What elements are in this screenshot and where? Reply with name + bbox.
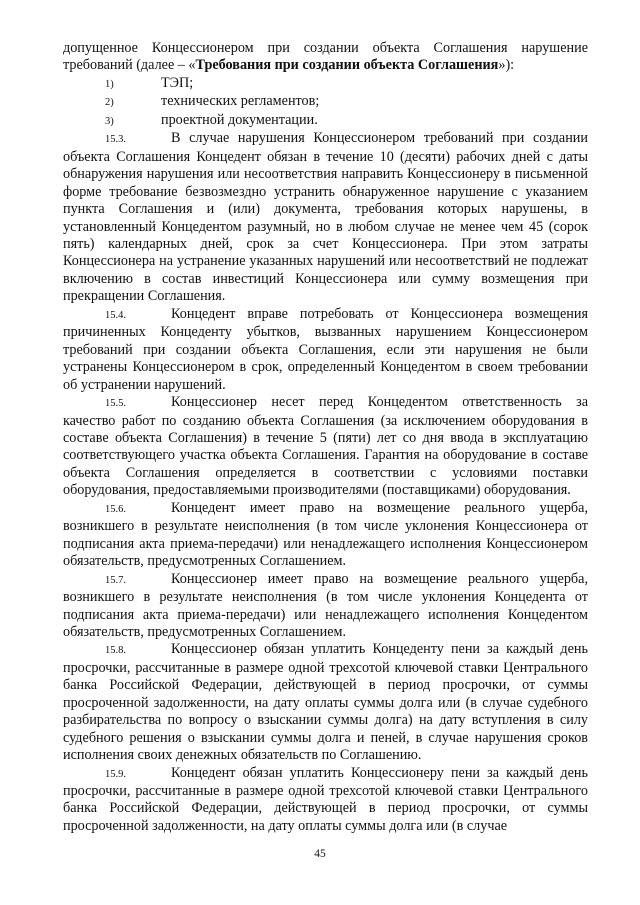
clause-text: Концессионер обязан уплатить Концеденту пени за каждый день просрочки, рассчитанные в размере одной трехсотой ключевой ставки Центрального банка Российской Федерации, действующей в период просрочки, от суммы просроченной задолженности, на дату оплаты суммы долга или (в случае судебного разбирательства по вопросу о взыскании суммы долга) на дату вступления в силу судебного решения о взыскании суммы долга и пеней, в случае нарушения сроков исполнения своих денежных обязательств по Соглашению. (63, 641, 588, 764)
clause-15-9 (63, 765, 588, 836)
clause-number: 15.5. (105, 398, 126, 410)
list-item (63, 75, 588, 93)
intro-text-start: допущенное Концессионером при создании объекта Соглашения нарушение требований (далее – « (63, 40, 588, 74)
clause-15-7 (63, 571, 588, 642)
clause-15-3 (63, 130, 588, 306)
clause-number: 15.9. (105, 768, 126, 780)
intro-paragraph (63, 40, 588, 75)
clause-number: 15.6. (105, 503, 126, 515)
list-item-text: проектной документации. (161, 111, 318, 128)
clause-15-5 (63, 394, 588, 500)
list-item-text: технических регламентов; (161, 93, 320, 110)
list-item (63, 112, 588, 130)
defined-term: Требования при создании объекта Соглашения (195, 57, 499, 74)
page-number: 45 (314, 848, 326, 860)
list-item-number: 2) (105, 97, 114, 109)
clause-15-8 (63, 641, 588, 764)
clause-15-6 (63, 500, 588, 571)
clause-text: Концессионер имеет право на возмещение реального ущерба, возникшего в результате неисполнения (в том числе уклонения Концедента от подписания акта приема-передачи) или ненадлежащего исполнения Концедентом обязательств, предусмотренных Соглашением. (63, 570, 588, 640)
clause-number: 15.3. (105, 134, 126, 146)
clause-number: 15.8. (105, 645, 126, 657)
clause-number: 15.7. (105, 574, 126, 586)
clause-15-4 (63, 306, 588, 394)
list-item-number: 1) (105, 78, 114, 90)
list-item (63, 93, 588, 111)
list-item-text: ТЭП; (161, 74, 194, 91)
clause-text: В случае нарушения Концессионером требований при создании объекта Соглашения Концедент обязан в течение 10 (десяти) рабочих дней с даты обнаружения нарушения или несоответствия направить Концессионеру в письменной форме требование безвозмездно устранить обнаруженное нарушение с указанием пункта Соглашения и (или) документа, требования которых нарушены, в установленный Концедентом разумный, но в любом случае не менее чем 45 (сорок пять) календарных дней, срок за счет Концессионера. При этом затраты Концессионера на устранение указанных нарушений или несоответствий не подлежат включению в состав инвестиций Концессионера или сумму возмещения при прекращении Соглашения. (63, 130, 588, 305)
list-item-number: 3) (105, 115, 114, 127)
clause-text: Концедент вправе потребовать от Концессионера возмещения причиненных Концеденту убытков, вызванных нарушением Концессионером требований при создании объекта Соглашения, если эти нарушения не были устранены Концессионером в срок, определенный Концедентом в своем требовании об устранении нарушений. (63, 305, 588, 393)
clause-text: Концессионер несет перед Концедентом ответственность за качество работ по созданию объекта Соглашения (за исключением оборудования в составе объекта Соглашения) в течение 5 (пяти) лет со дня ввода в эксплуатацию соответствующего участка объекта Соглашения. Гарантия на оборудование в составе объекта Соглашения определяется в соответствии с условиями поставки оборудования, предоставляемыми производителями (поставщиками) оборудования. (63, 394, 588, 499)
clause-text: Концедент обязан уплатить Концессионеру пени за каждый день просрочки, рассчитанные в размере одной трехсотой ключевой ставки Центрального банка Российской Федерации, действующей в период просрочки, от суммы просроченной задолженности, на дату оплаты суммы долга или (в случае (63, 764, 588, 834)
clause-number: 15.4. (105, 309, 126, 321)
intro-text-end: »): (498, 57, 515, 74)
clause-text: Концедент имеет право на возмещение реального ущерба, возникшего в результате неисполнения (в том числе уклонения Концессионера от подписания акта приема-передачи) или ненадлежащего исполнения Концессионером обязательств, предусмотренных Соглашением. (63, 499, 588, 570)
